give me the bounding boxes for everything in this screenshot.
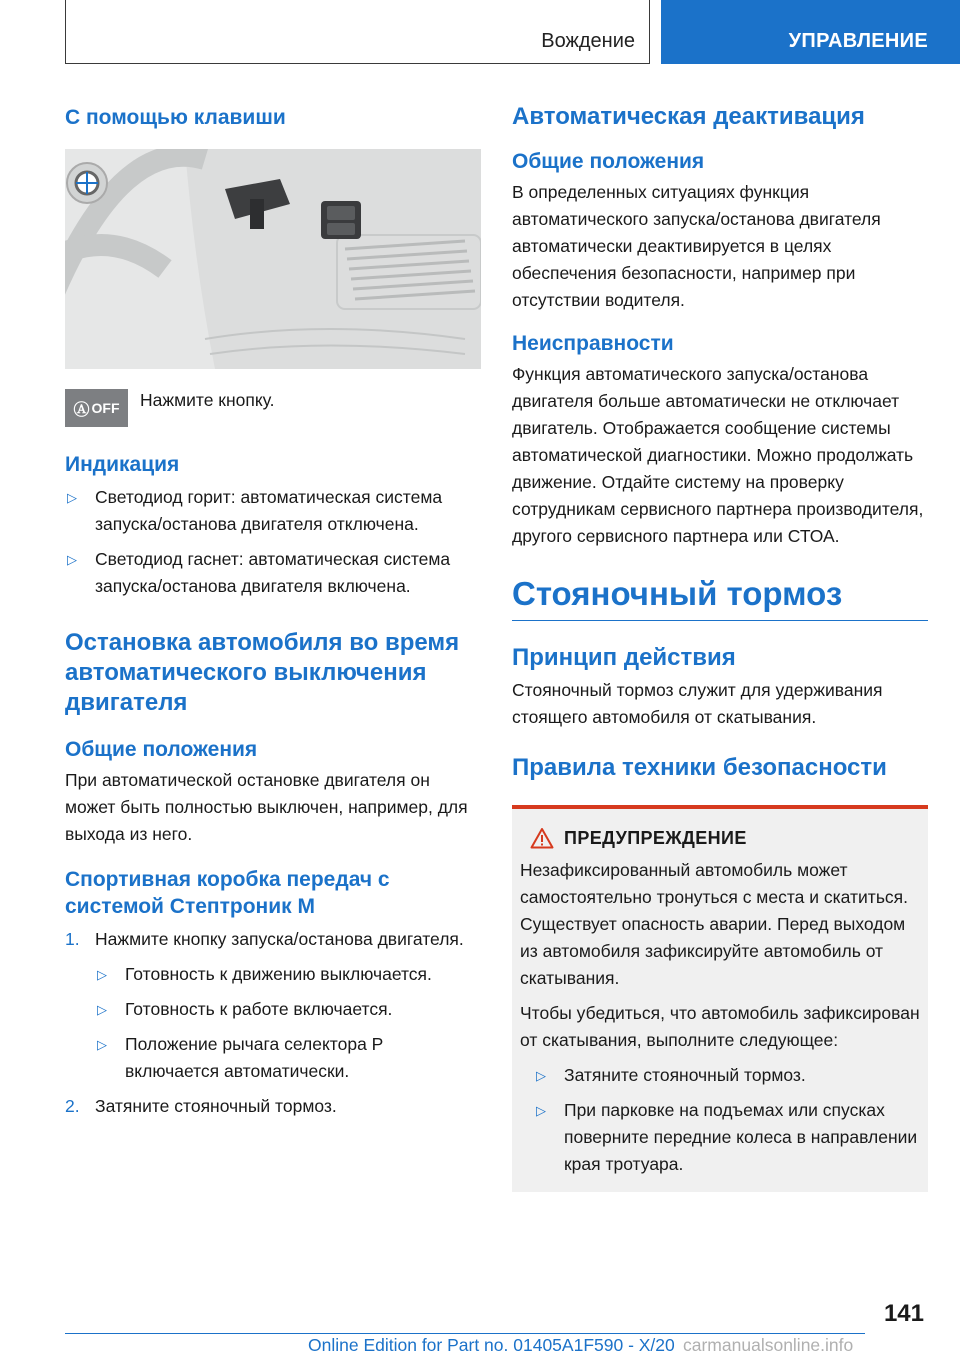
principle-text: Стояночный тормоз служит для удерживания стоящего автомобиля от скатывания. (512, 680, 883, 727)
step-text: Нажмите кнопку запуска/останова двигателя. (95, 929, 464, 949)
heading-button: С помощью клавиши (65, 106, 286, 129)
heading-faults: Неисправности (512, 332, 674, 355)
general-text-left: При автоматической остановке двигателя он может быть полностью выключен, например, для выхода из него. (65, 770, 468, 844)
bullet-triangle-icon: ▷ (97, 1002, 107, 1017)
heading-parking-brake: Стояночный тормоз (512, 575, 843, 612)
step-number: 1. (65, 929, 80, 949)
heading-general-left: Общие положения (65, 738, 258, 761)
heading-principle: Принцип действия (512, 644, 736, 671)
heading-safety-rules: Правила техники безопасности (512, 754, 887, 781)
bullet-triangle-icon: ▷ (536, 1068, 546, 1083)
step-text: Затяните стояночный тормоз. (95, 1096, 337, 1116)
header-chapter-title: УПРАВЛЕНИЕ (788, 30, 928, 52)
right-column (512, 100, 928, 1192)
list-item: ▷ При парковке на подъемах или спусках поверните передние колеса в направлении края тротуара. (534, 1097, 920, 1178)
header-chapter-tab (661, 0, 960, 64)
step-sub-list (95, 961, 481, 1085)
list-item: ▷ Светодиод гаснет: автоматическая система запуска/останова двигателя включена. (65, 546, 481, 600)
dashboard-illustration (65, 149, 481, 369)
warning-triangle-icon (530, 827, 554, 849)
step-item (65, 1093, 481, 1120)
heading-indicator: Индикация (65, 453, 180, 476)
auto-start-stop-off-key (65, 389, 128, 427)
watermark: carmanualsonline.info (683, 1335, 854, 1355)
header-section-box (65, 0, 650, 64)
warning-title-row (520, 827, 920, 849)
auto-start-stop-icon: Ⓐ (73, 401, 90, 419)
left-column (65, 100, 481, 1120)
warning-box (512, 805, 928, 1192)
warning-list (520, 1062, 920, 1178)
steps-list (65, 926, 481, 1120)
bullet-triangle-icon: ▷ (67, 490, 77, 505)
heading-general-right: Общие положения (512, 150, 705, 173)
bullet-triangle-icon: ▷ (97, 1037, 107, 1052)
key-icon-label: OFF (91, 400, 120, 416)
key-press-row (65, 369, 481, 439)
footer-edition: Online Edition for Part no. 01405A1F590 - X/20 (308, 1335, 675, 1355)
page-number: 141 (883, 1300, 924, 1327)
list-item: ▷ Затяните стояночный тормоз. (534, 1062, 920, 1089)
heading-stop-vehicle: Остановка автомобиля во время автоматического выключения двигателя (65, 629, 460, 716)
dashboard-photo (65, 149, 481, 369)
heading-auto-deactivation: Автоматическая деактивация (512, 103, 865, 130)
list-item: ▷ Светодиод горит: автоматическая система запуска/останова двигателя отключена. (65, 484, 481, 538)
list-item: ▷ Готовность к движению выключается. (95, 961, 481, 988)
step-item (65, 926, 481, 1085)
fault-text: Функция автоматического запуска/останова двигателя больше автоматически не отключает двигатель. Отображается сообщение системы автоматической диагностики. Можно продолжать движение. Отдайте систему на проверку сотрудникам сервисного партнера производителя, другого сервисного партнера или СТОА. (512, 364, 924, 546)
footer-rule (65, 1333, 865, 1334)
general-text-right: В определенных ситуациях функция автоматического запуска/останова двигателя автоматически деактивируется в целях обеспечения безопасности, например при отсутствии водителя. (512, 182, 881, 310)
list-item: ▷ Готовность к работе включается. (95, 996, 481, 1023)
press-button-text: Нажмите кнопку. (140, 390, 275, 410)
heading-sport-transmission: Спортивная коробка передач с системой Стептроник M (65, 868, 390, 918)
warning-paragraph: Чтобы убедиться, что автомобиль зафиксирован от скатывания, выполните следующее: (520, 1003, 920, 1050)
bullet-triangle-icon: ▷ (67, 552, 77, 567)
parking-brake-heading-block (512, 574, 928, 621)
warning-title: ПРЕДУПРЕЖДЕНИЕ (564, 827, 747, 848)
bullet-triangle-icon: ▷ (536, 1103, 546, 1118)
bullet-triangle-icon: ▷ (97, 967, 107, 982)
header-section-title: Вождение (541, 30, 635, 52)
indicator-list (65, 484, 481, 600)
warning-paragraph: Незафиксированный автомобиль может самостоятельно тронуться с места и скатиться. Существует опасность аварии. Перед выходом из автомобиля зафиксируйте автомобиль от скатывания. (520, 860, 909, 988)
list-item: ▷ Положение рычага селектора P включается автоматически. (95, 1031, 481, 1085)
step-number: 2. (65, 1096, 80, 1116)
